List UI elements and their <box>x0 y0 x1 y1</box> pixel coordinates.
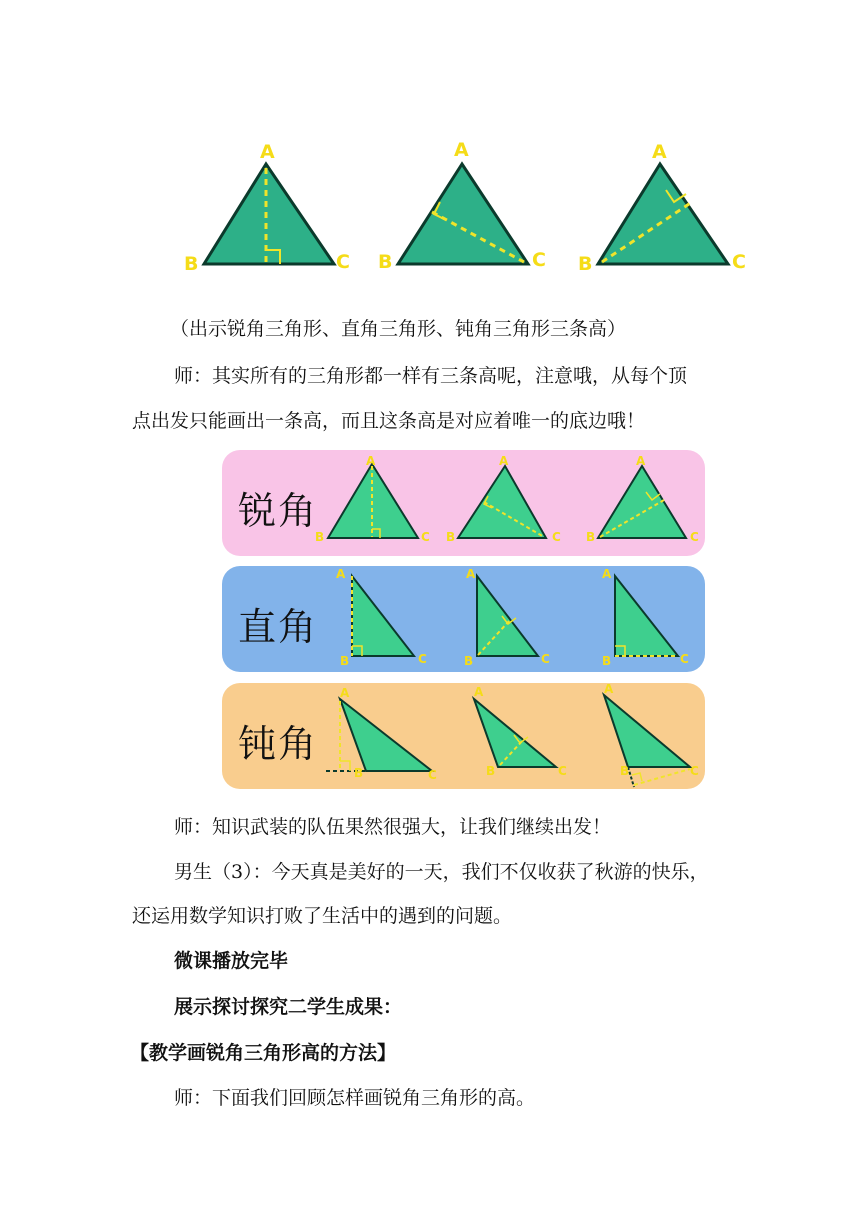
vertex-label-b: B <box>578 253 593 275</box>
svg-text:C: C <box>541 652 550 666</box>
acute-panel <box>222 450 705 556</box>
paragraph-4: 师：下面我们回顾怎样画锐角三角形的高。 <box>174 1087 536 1109</box>
triangle-1 <box>184 141 350 275</box>
svg-text:B: B <box>340 654 350 668</box>
paragraph-1-line-2: 点出发只能画出一条高，而且这条高是对应着唯一的底边哦！ <box>132 410 646 432</box>
triangle-2 <box>378 139 546 273</box>
svg-text:A: A <box>340 686 350 700</box>
section-heading: 【教学画锐角三角形高的方法】 <box>130 1042 397 1064</box>
vertex-label-a: A <box>260 141 275 163</box>
vertex-label-b: B <box>184 253 199 275</box>
svg-text:B: B <box>354 766 364 780</box>
svg-text:C: C <box>418 652 427 666</box>
vertex-label-c: C <box>732 251 746 273</box>
svg-text:A: A <box>366 454 376 468</box>
obtuse-panel <box>222 683 705 789</box>
acute-label: 锐角 <box>238 489 319 533</box>
svg-text:A: A <box>336 567 346 581</box>
acute-triangles <box>222 450 705 556</box>
svg-text:A: A <box>602 567 612 581</box>
svg-text:A: A <box>466 567 476 581</box>
svg-text:B: B <box>620 764 630 778</box>
svg-text:A: A <box>604 683 614 696</box>
vertex-label-c: C <box>336 251 350 273</box>
svg-text:B: B <box>602 654 612 668</box>
svg-text:C: C <box>421 530 430 544</box>
svg-text:A: A <box>499 454 509 468</box>
svg-text:C: C <box>552 530 561 544</box>
paragraph-1-line-1: 师：其实所有的三角形都一样有三条高呢，注意哦，从每个顶 <box>174 365 688 387</box>
figure-caption: （出示锐角三角形、直角三角形、钝角三角形三条高） <box>170 318 627 340</box>
paragraph-3-line-2: 还运用数学知识打败了生活中的遇到的问题。 <box>132 905 513 927</box>
svg-text:C: C <box>558 764 567 778</box>
vertex-label-c: C <box>532 249 546 271</box>
paragraph-2: 师：知识武装的队伍果然很强大，让我们继续出发！ <box>174 816 612 838</box>
svg-text:C: C <box>428 768 437 782</box>
line-bold-1: 微课播放完毕 <box>174 950 289 972</box>
svg-text:B: B <box>446 530 456 544</box>
line-bold-2: 展示探讨探究二学生成果： <box>174 996 403 1018</box>
svg-text:A: A <box>636 454 646 468</box>
vertex-label-b: B <box>378 251 393 273</box>
obtuse-triangles <box>222 683 705 789</box>
right-triangles <box>222 566 705 672</box>
svg-text:A: A <box>474 685 484 699</box>
vertex-label-a: A <box>652 141 667 163</box>
svg-text:C: C <box>690 764 699 778</box>
obtuse-label: 钝角 <box>238 722 319 766</box>
svg-text:B: B <box>486 764 496 778</box>
svg-text:C: C <box>680 652 689 666</box>
triangle-3 <box>578 141 746 275</box>
vertex-label-a: A <box>454 139 469 161</box>
paragraph-3-line-1: 男生（3）：今天真是美好的一天，我们不仅收获了秋游的快乐， <box>174 861 709 883</box>
top-triangles-figure <box>170 130 770 280</box>
svg-text:B: B <box>464 654 474 668</box>
right-label: 直角 <box>238 605 319 649</box>
right-panel <box>222 566 705 672</box>
svg-text:B: B <box>315 530 325 544</box>
svg-text:B: B <box>586 530 596 544</box>
svg-text:C: C <box>690 530 699 544</box>
